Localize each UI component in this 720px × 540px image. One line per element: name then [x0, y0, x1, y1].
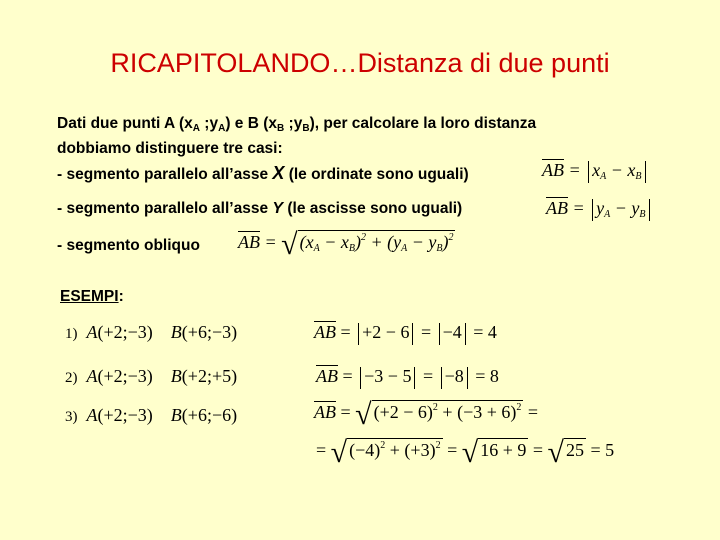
formula-horizontal: $\overline{AB} = x_A - x_B$ — [542, 160, 649, 183]
example-3-points: 3) A(+2;−3) B(+6;−6) — [65, 405, 238, 425]
case-horizontal: - segmento parallelo all’asse X (le ordinate sono uguali) — [57, 163, 469, 183]
page-title: RICAPITOLANDO…Distanza di due punti — [110, 48, 610, 78]
case-vertical: - segmento parallelo all’asse Y (le ascisse sono uguali) — [57, 200, 463, 217]
example-2-points: 2) A(+2;−3) B(+2;+5) — [65, 366, 238, 386]
formula-oblique: $\overline{AB}$ = √ $(x_A - x_B)^2 + (y_A - y_B)^2$ — [238, 228, 454, 261]
example-3-result-line-1: $\overline{AB}$ = √ $(+2 - 6)^2 + (-3 + 6)^2$ = — [314, 398, 539, 431]
example-3-result-line-2: = √ $(-4)^2 + (+3)^2$ = √ 16 + 9 = √ 25 = 5 — [316, 436, 615, 469]
intro-line-1: Dati due punti A ($x_A$ $;y_A$) e B ($x_B$ $;y_B$), per calcolare la loro distanza — [57, 115, 537, 134]
example-2-result: $\overline{AB} = -3 - 5 = -8 = 8$ — [316, 366, 499, 389]
case-oblique: - segmento obliquo — [57, 237, 200, 254]
intro-paragraph — [57, 114, 536, 159]
intro-line-2: dobbiamo distinguere tre casi: — [57, 140, 283, 157]
example-1-result: $\overline{AB} = +2 - 6 = -4 = 4$ — [314, 322, 497, 345]
formula-vertical: $\overline{AB} = y_A - y_B$ — [546, 198, 653, 221]
example-1-points: 1) A(+2;−3) B(+6;−3) — [65, 322, 238, 342]
esempi-heading: ESEMPI: — [60, 288, 124, 305]
